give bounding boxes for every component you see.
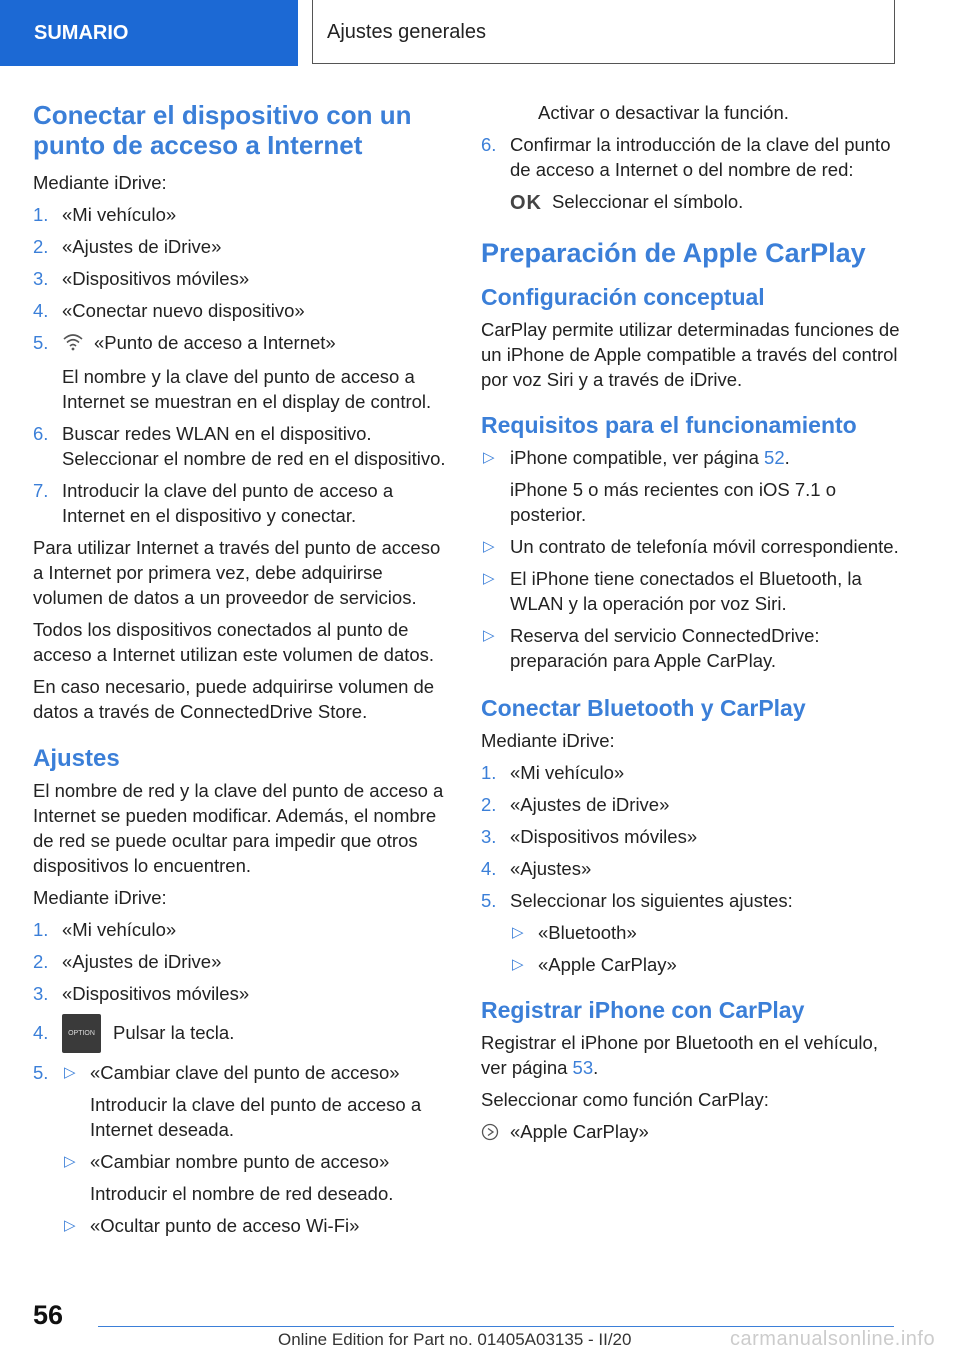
- triangle-bullet-icon: ▷: [483, 448, 495, 466]
- heading-requirements: Requisitos para el funcionamiento: [481, 411, 857, 438]
- list-item: 2. «Ajustes de iDrive»: [33, 950, 222, 972]
- list-item: 2. «Ajustes de iDrive»: [481, 793, 670, 815]
- heading-register-iphone: Registrar iPhone con CarPlay: [481, 996, 805, 1023]
- triangle-bullet-icon: ▷: [483, 626, 495, 644]
- footer-edition: Online Edition for Part no. 01405A03135 - II/20: [278, 1330, 632, 1349]
- heading-connect-hotspot: Conectar el dispositivo con un punto de acceso a Internet: [33, 100, 412, 160]
- paragraph: Registrar el iPhone por Bluetooth en el vehículo, ver página 53.: [481, 1031, 878, 1078]
- heading-bluetooth-carplay: Conectar Bluetooth y CarPlay: [481, 694, 806, 721]
- list-item: ▷ «Bluetooth»: [512, 921, 637, 943]
- option-button-icon: OPTION: [62, 1014, 101, 1053]
- paragraph: Todos los dispositivos conectados al punto de acceso a Internet utilizan este volumen de datos.: [33, 618, 435, 665]
- list-item: ▷ El iPhone tiene conectados el Bluetooth, la WLAN y la operación por voz Siri.: [483, 567, 862, 614]
- page-number: 56: [33, 1300, 64, 1330]
- list-item: 1. «Mi vehículo»: [33, 918, 177, 940]
- list-item: ▷ Un contrato de telefonía móvil correspondiente.: [483, 535, 899, 557]
- page-link-52[interactable]: 52: [764, 446, 785, 468]
- list-item: ▷ «Ocultar punto de acceso Wi-Fi»: [64, 1215, 360, 1237]
- heading-prep-carplay: Preparación de Apple CarPlay: [481, 237, 866, 268]
- triangle-bullet-icon: ▷: [64, 1064, 76, 1082]
- step-note: iPhone 5 o más recientes con iOS 7.1 o posterior.: [510, 478, 836, 525]
- triangle-bullet-icon: ▷: [64, 1217, 76, 1235]
- list-item: 5. Seleccionar los siguientes ajustes:: [481, 889, 793, 911]
- list-item: 4. «Conectar nuevo dispositivo»: [33, 300, 305, 321]
- tab-section-title: Ajustes generales: [312, 0, 895, 64]
- wifi-icon: [62, 332, 84, 357]
- ok-instruction: OK Seleccionar el símbolo.: [510, 191, 744, 214]
- step-note: El nombre y la clave del punto de acceso a Internet se muestran en el display de control.: [62, 365, 432, 412]
- via-idrive: Mediante iDrive:: [33, 886, 167, 908]
- list-item: ▷ iPhone compatible, ver página 52.: [483, 446, 790, 468]
- left-column: [33, 100, 451, 1245]
- list-item: «Apple CarPlay»: [481, 1119, 901, 1144]
- step-note: Activar o desactivar la función.: [538, 102, 789, 123]
- list-item: 4. «Ajustes»: [481, 857, 592, 879]
- list-item: 3. «Dispositivos móviles»: [33, 268, 250, 289]
- list-item: ▷ «Cambiar nombre punto de acceso»: [64, 1151, 390, 1173]
- via-idrive: Mediante iDrive:: [33, 172, 167, 193]
- list-item: ▷ Reserva del servicio ConnectedDrive: preparación para Apple CarPlay.: [483, 624, 820, 671]
- list-item: ▷ «Apple CarPlay»: [512, 953, 677, 975]
- tab-bar: [0, 0, 960, 66]
- list-item: 7. Introducir la clave del punto de acceso a Internet en el dispositivo y conectar.: [33, 479, 394, 526]
- triangle-bullet-icon: ▷: [512, 955, 524, 973]
- paragraph: En caso necesario, puede adquirirse volumen de datos a través de ConnectedDrive Store.: [33, 675, 435, 722]
- footer-divider: [98, 1326, 894, 1327]
- list-item: 6. Confirmar la introducción de la clave del punto de acceso a Internet o del nombre de red:: [481, 134, 891, 180]
- list-item: 4. OPTION Pulsar la tecla.: [33, 1013, 451, 1054]
- list-item: 6. Buscar redes WLAN en el dispositivo. Seleccionar el nombre de red en el dispositivo.: [33, 422, 446, 469]
- right-column: [481, 100, 901, 1151]
- list-item: 1. «Mi vehículo»: [481, 761, 625, 783]
- list-item: 5. ▷ «Cambiar clave del punto de acceso»: [33, 1062, 400, 1084]
- paragraph: CarPlay permite utilizar determinadas funciones de un iPhone de Apple compatible a través del control por voz Siri y a través de iDrive.: [481, 318, 900, 390]
- paragraph: El nombre de red y la clave del punto de acceso a Internet se pueden modificar. Además, el nombre de red se puede ocultar para impedir que otros dispositivos lo encuentren.: [33, 779, 444, 876]
- triangle-bullet-icon: ▷: [483, 569, 495, 587]
- step-note: Introducir el nombre de red deseado.: [90, 1183, 394, 1205]
- page-link-53[interactable]: 53: [572, 1056, 594, 1078]
- paragraph: Para utilizar Internet a través del punto de acceso a Internet por primera vez, debe adquirirse volumen de datos a un proveedor de servicios.: [33, 536, 441, 608]
- via-idrive: Mediante iDrive:: [481, 729, 615, 751]
- list-item: 3. «Dispositivos móviles»: [33, 982, 250, 1004]
- list-item: 1. «Mi vehículo»: [33, 204, 177, 225]
- tab-sumario[interactable]: SUMARIO: [0, 0, 298, 66]
- watermark: carmanualsonline.info: [730, 1328, 936, 1350]
- heading-concept: Configuración conceptual: [481, 283, 765, 310]
- list-item: 3. «Dispositivos móviles»: [481, 825, 698, 847]
- play-circle-icon: [481, 1122, 499, 1147]
- heading-ajustes: Ajustes: [33, 744, 120, 772]
- ok-icon: OK: [510, 191, 542, 214]
- paragraph: Seleccionar como función CarPlay:: [481, 1088, 769, 1110]
- triangle-bullet-icon: ▷: [512, 923, 524, 941]
- list-item: 5. «Punto de acceso a Internet»: [33, 330, 451, 357]
- triangle-bullet-icon: ▷: [483, 537, 495, 555]
- list-item: 2. «Ajustes de iDrive»: [33, 236, 222, 257]
- step-note: Introducir la clave del punto de acceso a Internet deseada.: [90, 1094, 422, 1141]
- triangle-bullet-icon: ▷: [64, 1153, 76, 1171]
